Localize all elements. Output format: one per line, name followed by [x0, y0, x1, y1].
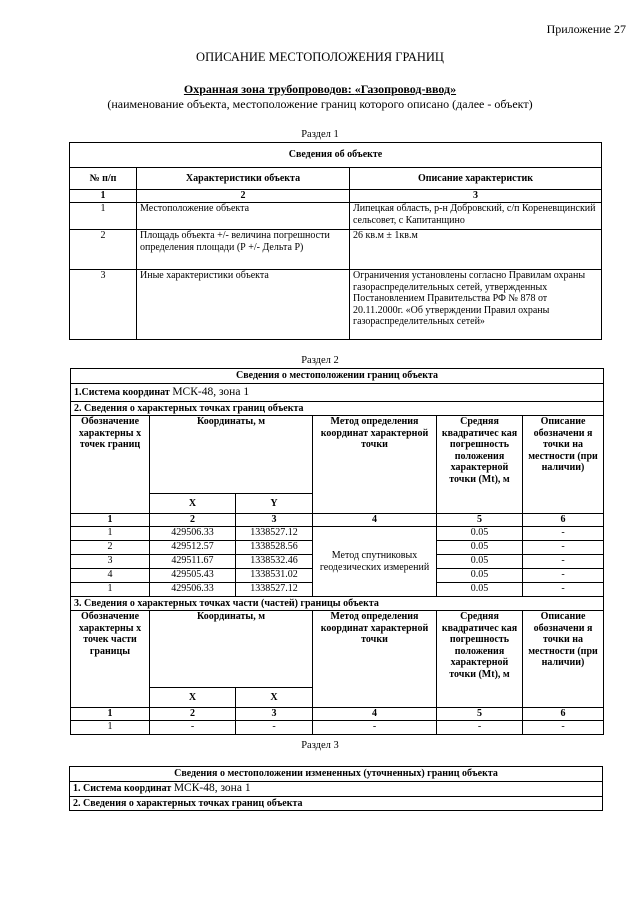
col-x: X [150, 494, 236, 514]
col-part-coordinates: Координаты, м [150, 611, 313, 688]
point-y: 1338527.12 [236, 527, 313, 541]
part-point-y: - [236, 721, 313, 735]
point-error: 0.05 [437, 541, 523, 555]
section3-header: Сведения о местоположении измененных (уточненных) границ объекта [70, 767, 603, 782]
table-row [70, 270, 602, 340]
col-y: Y [236, 494, 313, 514]
zone-title [0, 82, 640, 97]
point-y: 1338532.46 [236, 555, 313, 569]
coordinate-system-value: МСК-48, зона 1 [172, 385, 250, 398]
part-points-title: 3. Сведения о характерных точках части (частей) границы объекта [71, 597, 604, 611]
point-y: 1338527.12 [236, 583, 313, 597]
col-index: 3 [350, 190, 602, 203]
document-title: ОПИСАНИЕ МЕСТОПОЛОЖЕНИЯ ГРАНИЦ [196, 50, 444, 64]
row-number: 1 [70, 203, 137, 230]
row-description: 26 кв.м ± 1кв.м [350, 230, 602, 270]
section3-system-value: МСК-48, зона 1 [173, 782, 251, 795]
point-error: 0.05 [437, 527, 523, 541]
table-row [70, 203, 602, 230]
row-characteristic: Иные характеристики объекта [137, 270, 350, 340]
section1-caption: Раздел 1 [301, 129, 339, 140]
col-index: 4 [313, 514, 437, 527]
point-id: 3 [71, 555, 150, 569]
point-description: - [523, 555, 604, 569]
points-title: 2. Сведения о характерных точках границ объекта [71, 402, 604, 416]
col-part-x: X [150, 688, 236, 708]
col-description: Описание характеристик [350, 168, 602, 190]
point-y: 1338531.02 [236, 569, 313, 583]
col-part-error: Средняя квадратичес кая погрешность положения характерной точки (Mt), м [437, 611, 523, 708]
zone-caption: (наименование объекта, местоположение границ которого описано (далее - объект) [107, 97, 533, 111]
col-number: № п/п [70, 168, 137, 190]
part-point-error: - [437, 721, 523, 735]
table-row [70, 230, 602, 270]
col-part-y: X [236, 688, 313, 708]
point-error: 0.05 [437, 555, 523, 569]
col-index: 4 [313, 708, 437, 721]
col-index: 5 [437, 514, 523, 527]
point-x: 429506.33 [150, 583, 236, 597]
section3-points-title: 2. Сведения о характерных точках границ объекта [70, 797, 603, 811]
point-y: 1338528.56 [236, 541, 313, 555]
section1-table [69, 142, 602, 340]
point-method: Метод спутниковых геодезических измерений [313, 527, 437, 597]
point-description: - [523, 541, 604, 555]
appendix-label: Приложение 27 [546, 22, 626, 36]
col-method: Метод определения координат характерной точки [313, 416, 437, 514]
col-index: 2 [150, 514, 236, 527]
col-index: 6 [523, 514, 604, 527]
row-number: 3 [70, 270, 137, 340]
table-row [71, 527, 604, 541]
section3-caption: Раздел 3 [301, 740, 339, 751]
row-description: Ограничения установлены согласно Правилам охраны газораспределительных сетей, утвержденных Постановлением Правительства РФ № 878 от 20.11.2000г. «Об утверждении Правил охраны газораспределительных сетей» [350, 270, 602, 340]
col-index: 3 [236, 708, 313, 721]
point-description: - [523, 583, 604, 597]
col-index: 2 [150, 708, 236, 721]
point-x: 429512.57 [150, 541, 236, 555]
point-error: 0.05 [437, 583, 523, 597]
part-point-id: 1 [71, 721, 150, 735]
col-index: 1 [70, 190, 137, 203]
col-part-designation: Обозначение характерны х точек части границы [71, 611, 150, 708]
section3-coordinate-system [70, 782, 603, 797]
col-index: 3 [236, 514, 313, 527]
section2-caption: Раздел 2 [301, 355, 339, 366]
point-x: 429506.33 [150, 527, 236, 541]
point-description: - [523, 569, 604, 583]
zone-name: «Газопровод-ввод» [354, 82, 457, 96]
point-error: 0.05 [437, 569, 523, 583]
part-point-description: - [523, 721, 604, 735]
table-row [71, 721, 604, 735]
part-point-x: - [150, 721, 236, 735]
col-index: 2 [137, 190, 350, 203]
section2-header: Сведения о местоположении границ объекта [71, 369, 604, 384]
part-point-method: - [313, 721, 437, 735]
col-error: Средняя квадратичес кая погрешность положения характерной точки (Mt), м [437, 416, 523, 514]
section1-header: Сведения об объекте [70, 143, 602, 168]
section3-system-label: 1. Система координат [73, 783, 174, 795]
point-id: 4 [71, 569, 150, 583]
col-index: 1 [71, 514, 150, 527]
point-description: - [523, 527, 604, 541]
col-part-description: Описание обозначени я точки на местности (при наличии) [523, 611, 604, 708]
col-coordinates: Координаты, м [150, 416, 313, 494]
col-index: 6 [523, 708, 604, 721]
col-part-method: Метод определения координат характерной точки [313, 611, 437, 708]
col-point-description: Описание обозначени я точки на местности (при наличии) [523, 416, 604, 514]
zone-prefix: Охранная зона трубопроводов: [183, 82, 355, 96]
point-x: 429511.67 [150, 555, 236, 569]
section2-table [70, 368, 604, 735]
point-id: 1 [71, 583, 150, 597]
coordinate-system [71, 384, 604, 402]
col-index: 5 [437, 708, 523, 721]
col-characteristic: Характеристики объекта [137, 168, 350, 190]
row-description: Липецкая область, р-н Добровский, с/п Кореневщинский сельсовет, с Капитанщино [350, 203, 602, 230]
col-index: 1 [71, 708, 150, 721]
point-x: 429505.43 [150, 569, 236, 583]
point-id: 2 [71, 541, 150, 555]
point-id: 1 [71, 527, 150, 541]
section3-table [69, 766, 603, 811]
coordinate-system-label: 1.Система координат [74, 386, 173, 398]
row-number: 2 [70, 230, 137, 270]
row-characteristic: Площадь объекта +/- величина погрешности определения площади (Р +/- Дельта Р) [137, 230, 350, 270]
row-characteristic: Местоположение объекта [137, 203, 350, 230]
col-designation: Обозначение характерны х точек границ [71, 416, 150, 514]
